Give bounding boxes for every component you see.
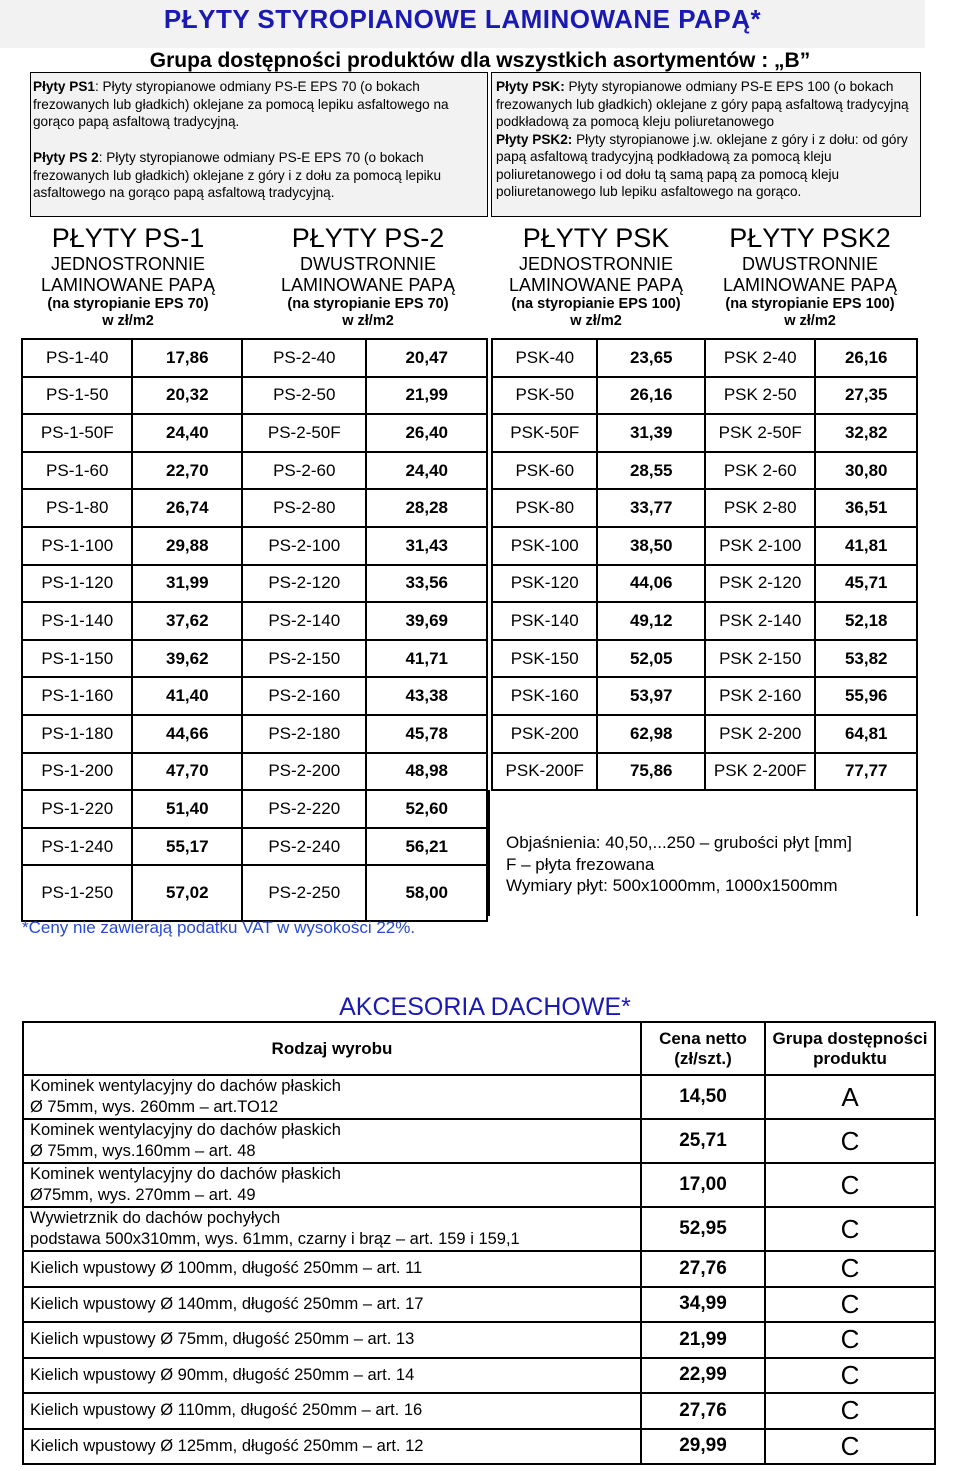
price-cell: 41,40 (132, 677, 242, 715)
product-code-cell: PSK 2-200F (705, 753, 815, 791)
product-name-line: podstawa 500x310mm, wys. 61mm, czarny i brąz – art. 159 i 159,1 (30, 1230, 520, 1248)
product-code-cell: PSK 2-160 (705, 677, 815, 715)
product-name-cell (23, 1287, 641, 1323)
price-cell: 57,02 (132, 865, 242, 921)
price-cell: 55,96 (815, 677, 917, 715)
product-code-cell: PS-1-140 (22, 602, 132, 640)
price-cell: 48,98 (366, 753, 487, 791)
product-code-cell: PSK-160 (492, 677, 597, 715)
accessory-row (23, 1322, 935, 1358)
product-name-line: Ø75mm, wys. 270mm – art. 49 (30, 1186, 256, 1204)
product-code-cell: PS-2-200 (242, 753, 366, 791)
header-line: JEDNOSTRONNIE (50, 254, 205, 274)
price-cell: 33,56 (366, 565, 487, 603)
price-cell: 27,76 (641, 1251, 765, 1287)
product-code-cell: PS-1-60 (22, 452, 132, 490)
product-code-cell: PSK 2-50F (705, 414, 815, 452)
product-name-line: Ø 75mm, wys. 260mm – art.TO12 (30, 1098, 279, 1116)
table-row (22, 865, 487, 921)
header-group: Grupa dostępności produktu (765, 1022, 935, 1075)
explanation (506, 832, 852, 897)
table-row (492, 565, 917, 603)
header-line: (na styropianie EPS 100) (725, 296, 895, 312)
group-cell: C (765, 1207, 935, 1251)
accessories-header-row (23, 1022, 935, 1075)
product-code-cell: PS-1-180 (22, 715, 132, 753)
price-cell: 39,62 (132, 640, 242, 678)
price-cell: 55,17 (132, 828, 242, 866)
header-price: Cena netto (zł/szt.) (641, 1022, 765, 1075)
ps1-label: Płyty PS1 (33, 79, 95, 94)
header-line: LAMINOWANE PAPĄ (40, 275, 216, 295)
price-cell: 45,78 (366, 715, 487, 753)
product-name-line: Kominek wentylacyjny do dachów płaskich (30, 1121, 341, 1139)
accessory-row (23, 1358, 935, 1394)
group-cell: C (765, 1429, 935, 1465)
product-code-cell: PS-2-120 (242, 565, 366, 603)
product-code-cell: PS-1-250 (22, 865, 132, 921)
product-name-cell (23, 1207, 641, 1251)
accessory-row (23, 1429, 935, 1465)
header-line: JEDNOSTRONNIE (518, 254, 673, 274)
price-cell: 22,99 (641, 1358, 765, 1394)
product-code-cell: PSK-50F (492, 414, 597, 452)
product-name-line: Kominek wentylacyjny do dachów płaskich (30, 1165, 341, 1183)
price-cell: 29,99 (641, 1429, 765, 1465)
header-line: w zł/m2 (784, 313, 836, 329)
price-cell: 38,50 (597, 527, 705, 565)
product-code-cell: PSK-150 (492, 640, 597, 678)
product-code-cell: PS-1-80 (22, 489, 132, 527)
column-header-psk2 (706, 222, 914, 330)
product-code-cell: PS-1-50F (22, 414, 132, 452)
price-cell: 47,70 (132, 753, 242, 791)
price-cell: 32,82 (815, 414, 917, 452)
explanation-line: Wymiary płyt: 500x1000mm, 1000x1500mm (506, 876, 838, 895)
divider-line (916, 790, 918, 916)
description-psk (496, 78, 916, 201)
table-row (22, 489, 487, 527)
price-cell: 44,06 (597, 565, 705, 603)
product-code-cell: PS-2-180 (242, 715, 366, 753)
product-name-cell (23, 1075, 641, 1119)
price-cell: 41,71 (366, 640, 487, 678)
price-table-ps (21, 338, 488, 922)
table-row (492, 715, 917, 753)
explanation-line: F – płyta frezowana (506, 854, 655, 874)
product-code-cell: PSK 2-40 (705, 339, 815, 377)
price-cell: 51,40 (132, 790, 242, 828)
table-row (22, 640, 487, 678)
group-cell: C (765, 1251, 935, 1287)
product-code-cell: PS-2-250 (242, 865, 366, 921)
price-cell: 31,43 (366, 527, 487, 565)
accessory-row (23, 1287, 935, 1323)
psk2-text: Płyty styropianowe j.w. oklejane z góry i z dołu: od góry papą asfaltową tradycyjną podkładową za pomocą kleju poliuretanowego i od dołu tą samą papą za pomocą kleju poliuretanowego lub lepiku asfaltowego na gorąco. (496, 131, 908, 199)
table-row (22, 377, 487, 415)
accessories-title: AKCESORIA DACHOWE* (339, 993, 631, 1021)
table-row (22, 677, 487, 715)
price-cell: 31,99 (132, 565, 242, 603)
price-cell: 21,99 (366, 377, 487, 415)
price-cell: 49,12 (597, 602, 705, 640)
table-row (22, 753, 487, 791)
product-name-cell (23, 1322, 641, 1358)
product-code-cell: PS-1-150 (22, 640, 132, 678)
product-code-cell: PSK 2-200 (705, 715, 815, 753)
table-row (22, 452, 487, 490)
product-code-cell: PS-2-160 (242, 677, 366, 715)
product-code-cell: PSK-50 (492, 377, 597, 415)
header-product: Rodzaj wyrobu (23, 1022, 641, 1075)
header-title: PŁYTY PS-1 (51, 223, 205, 253)
description-ps1 (33, 78, 485, 131)
table-row (492, 677, 917, 715)
header-line: w zł/m2 (570, 313, 622, 329)
header-line: DWUSTRONNIE (742, 254, 878, 274)
product-code-cell: PS-2-240 (242, 828, 366, 866)
price-cell: 41,81 (815, 527, 917, 565)
product-code-cell: PS-1-40 (22, 339, 132, 377)
column-header-psk (492, 222, 700, 330)
price-cell: 17,86 (132, 339, 242, 377)
product-name-cell (23, 1429, 641, 1465)
header-line: LAMINOWANE PAPĄ (280, 275, 456, 295)
price-cell: 26,40 (366, 414, 487, 452)
header-line: (na styropianie EPS 70) (47, 296, 209, 312)
table-row (22, 602, 487, 640)
product-code-cell: PS-2-140 (242, 602, 366, 640)
table-row (22, 339, 487, 377)
price-cell: 33,77 (597, 489, 705, 527)
price-cell: 44,66 (132, 715, 242, 753)
product-code-cell: PS-1-200 (22, 753, 132, 791)
product-code-cell: PSK-200F (492, 753, 597, 791)
group-cell: C (765, 1358, 935, 1394)
product-code-cell: PS-1-100 (22, 527, 132, 565)
accessories-table (22, 1021, 936, 1465)
column-header-ps2 (262, 222, 474, 330)
price-cell: 52,60 (366, 790, 487, 828)
product-code-cell: PS-1-220 (22, 790, 132, 828)
product-name-line: Kielich wpustowy Ø 110mm, długość 250mm – art. 16 (30, 1401, 423, 1420)
price-cell: 20,32 (132, 377, 242, 415)
product-name-line: Ø 75mm, wys.160mm – art. 48 (30, 1142, 256, 1160)
accessory-row (23, 1119, 935, 1163)
header-line: DWUSTRONNIE (300, 254, 436, 274)
price-table-psk (491, 338, 918, 791)
price-cell: 17,00 (641, 1163, 765, 1207)
product-name-cell (23, 1393, 641, 1429)
product-code-cell: PSK-60 (492, 452, 597, 490)
price-cell: 52,95 (641, 1207, 765, 1251)
group-cell: C (765, 1119, 935, 1163)
table-row (22, 828, 487, 866)
divider-line (488, 790, 490, 916)
table-row (492, 602, 917, 640)
product-code-cell: PSK-40 (492, 339, 597, 377)
header-title: PŁYTY PSK (522, 223, 670, 253)
group-cell: C (765, 1322, 935, 1358)
price-cell: 62,98 (597, 715, 705, 753)
price-cell: 14,50 (641, 1075, 765, 1119)
price-cell: 27,35 (815, 377, 917, 415)
product-name-line: Kielich wpustowy Ø 75mm, długość 250mm – art. 13 (30, 1330, 415, 1349)
product-code-cell: PS-2-50 (242, 377, 366, 415)
price-cell: 24,40 (366, 452, 487, 490)
table-row (492, 414, 917, 452)
psk-label: Płyty PSK: (496, 79, 565, 94)
accessory-row (23, 1251, 935, 1287)
product-code-cell: PS-2-60 (242, 452, 366, 490)
product-code-cell: PS-2-150 (242, 640, 366, 678)
price-cell: 23,65 (597, 339, 705, 377)
product-code-cell: PS-2-220 (242, 790, 366, 828)
price-cell: 25,71 (641, 1119, 765, 1163)
product-name-line: Kominek wentylacyjny do dachów płaskich (30, 1077, 341, 1095)
product-code-cell: PS-1-160 (22, 677, 132, 715)
price-cell: 77,77 (815, 753, 917, 791)
price-cell: 34,99 (641, 1287, 765, 1323)
price-cell: 37,62 (132, 602, 242, 640)
accessory-row (23, 1207, 935, 1251)
price-cell: 29,88 (132, 527, 242, 565)
product-code-cell: PSK-140 (492, 602, 597, 640)
accessory-row (23, 1393, 935, 1429)
product-code-cell: PSK 2-120 (705, 565, 815, 603)
price-cell: 75,86 (597, 753, 705, 791)
product-code-cell: PSK-100 (492, 527, 597, 565)
price-cell: 26,16 (597, 377, 705, 415)
table-row (22, 790, 487, 828)
accessory-row (23, 1075, 935, 1119)
header-line: w zł/m2 (102, 313, 154, 329)
ps1-text: : Płyty styropianowe odmiany PS-E EPS 70 (o bokach frezowanych lub gładkich) oklejane za pomocą lepiku asfaltowego na gorąco papą asfaltową tradycyjną. (33, 79, 449, 129)
ps2-label: Płyty PS 2 (33, 150, 99, 165)
product-name-cell (23, 1358, 641, 1394)
table-row (22, 715, 487, 753)
header-line: (na styropianie EPS 70) (287, 296, 449, 312)
header-title: PŁYTY PS-2 (291, 223, 445, 253)
product-code-cell: PS-1-120 (22, 565, 132, 603)
price-cell: 52,18 (815, 602, 917, 640)
explanation-line: Objaśnienia: 40,50,...250 – grubości płyt [mm] (506, 833, 852, 852)
header-line: w zł/m2 (342, 313, 394, 329)
price-cell: 26,74 (132, 489, 242, 527)
table-row (22, 565, 487, 603)
table-row (492, 489, 917, 527)
product-code-cell: PS-2-100 (242, 527, 366, 565)
table-row (492, 753, 917, 791)
product-name-line: Kielich wpustowy Ø 125mm, długość 250mm – art. 12 (30, 1436, 424, 1455)
price-cell: 26,16 (815, 339, 917, 377)
price-cell: 28,55 (597, 452, 705, 490)
table-row (492, 452, 917, 490)
price-cell: 53,82 (815, 640, 917, 678)
price-cell: 45,71 (815, 565, 917, 603)
product-code-cell: PSK-120 (492, 565, 597, 603)
header-line: LAMINOWANE PAPĄ (722, 275, 898, 295)
price-cell: 58,00 (366, 865, 487, 921)
group-cell: C (765, 1163, 935, 1207)
table-row (492, 527, 917, 565)
column-header-ps1 (22, 222, 234, 330)
product-code-cell: PS-2-50F (242, 414, 366, 452)
product-name-line: Kielich wpustowy Ø 100mm, długość 250mm – art. 11 (30, 1259, 423, 1278)
psk-text: Płyty styropianowe odmiany PS-E EPS 100 (o bokach frezowanych lub gładkich) oklejane z góry papą asfaltową tradycyjną podkładową za pomocą kleju poliuretanowego (496, 79, 909, 129)
ps2-text: : Płyty styropianowe odmiany PS-E EPS 70 (o bokach frezowanych lub gładkich) oklejane z góry i z dołu za pomocą lepiku asfaltowego na gorąco papą asfaltową tradycyjną. (33, 150, 442, 200)
header-line: (na styropianie EPS 100) (511, 296, 681, 312)
product-code-cell: PSK 2-60 (705, 452, 815, 490)
price-cell: 28,28 (366, 489, 487, 527)
product-name-line: Kielich wpustowy Ø 140mm, długość 250mm – art. 17 (30, 1294, 424, 1313)
vat-note: *Ceny nie zawierają podatku VAT w wysokości 22%. (22, 918, 416, 937)
page-title: PŁYTY STYROPIANOWE LAMINOWANE PAPĄ* (163, 4, 762, 34)
header-title: PŁYTY PSK2 (729, 223, 891, 253)
table-row (492, 377, 917, 415)
product-code-cell: PS-2-80 (242, 489, 366, 527)
product-code-cell: PSK-200 (492, 715, 597, 753)
price-cell: 52,05 (597, 640, 705, 678)
product-code-cell: PS-2-40 (242, 339, 366, 377)
price-cell: 53,97 (597, 677, 705, 715)
header-line: LAMINOWANE PAPĄ (508, 275, 684, 295)
group-cell: C (765, 1393, 935, 1429)
price-cell: 64,81 (815, 715, 917, 753)
page-subtitle: Grupa dostępności produktów dla wszystkich asortymentów : „B” (149, 49, 811, 72)
product-name-cell (23, 1163, 641, 1207)
price-cell: 30,80 (815, 452, 917, 490)
product-code-cell: PS-1-240 (22, 828, 132, 866)
table-row (492, 339, 917, 377)
price-cell: 22,70 (132, 452, 242, 490)
price-cell: 27,76 (641, 1393, 765, 1429)
product-code-cell: PSK 2-80 (705, 489, 815, 527)
psk2-label: Płyty PSK2: (496, 131, 573, 147)
price-cell: 20,47 (366, 339, 487, 377)
product-code-cell: PS-1-50 (22, 377, 132, 415)
table-row (22, 527, 487, 565)
product-code-cell: PSK 2-150 (705, 640, 815, 678)
price-cell: 31,39 (597, 414, 705, 452)
product-name-cell (23, 1251, 641, 1287)
product-code-cell: PSK 2-140 (705, 602, 815, 640)
table-row (492, 640, 917, 678)
product-name-line: Wywietrznik do dachów pochyłych (30, 1209, 281, 1227)
group-cell: A (765, 1075, 935, 1119)
product-code-cell: PSK-80 (492, 489, 597, 527)
description-ps2 (33, 149, 485, 202)
product-name-cell (23, 1119, 641, 1163)
price-cell: 39,69 (366, 602, 487, 640)
price-cell: 43,38 (366, 677, 487, 715)
product-code-cell: PSK 2-50 (705, 377, 815, 415)
product-name-line: Kielich wpustowy Ø 90mm, długość 250mm – art. 14 (30, 1365, 415, 1384)
group-cell: C (765, 1287, 935, 1323)
table-row (22, 414, 487, 452)
price-cell: 36,51 (815, 489, 917, 527)
price-cell: 24,40 (132, 414, 242, 452)
product-code-cell: PSK 2-100 (705, 527, 815, 565)
price-cell: 56,21 (366, 828, 487, 866)
price-cell: 21,99 (641, 1322, 765, 1358)
accessory-row (23, 1163, 935, 1207)
